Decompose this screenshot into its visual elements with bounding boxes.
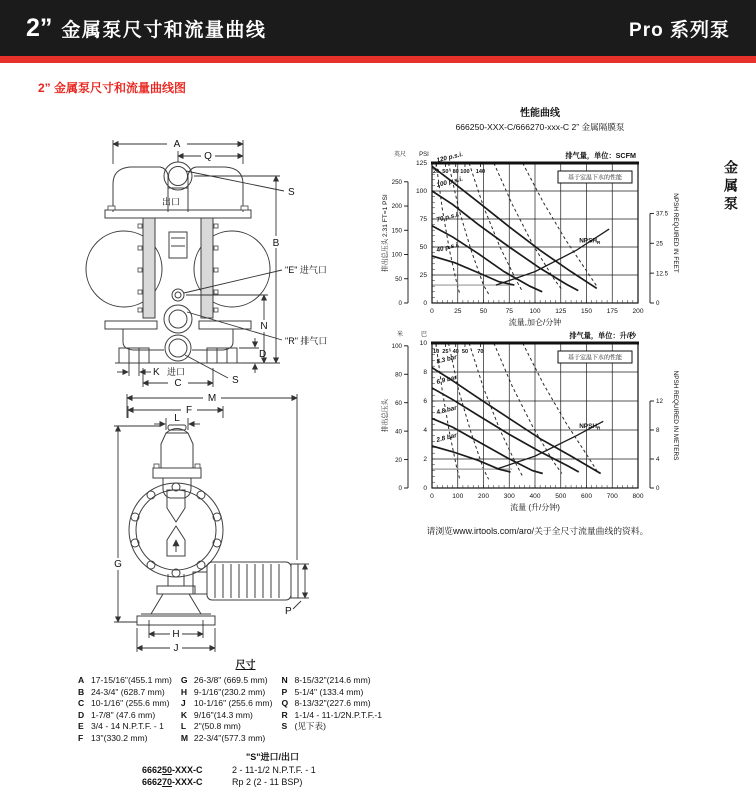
pump-front-art	[86, 162, 270, 363]
x-tick-label: 100	[529, 308, 541, 315]
y-unit-label: 巴	[420, 332, 428, 338]
dim-letter: M	[180, 732, 189, 743]
x-tick-label: 150	[580, 308, 593, 315]
exhaust-label: "R" 排气口	[285, 336, 328, 346]
x-axis-label: 流量 (升/分钟)	[510, 503, 560, 512]
dim-letter: P	[281, 686, 288, 697]
dim-value: 1-7/8" (47.6 mm)	[91, 709, 156, 720]
npsh-label: $NPSH_R$	[579, 237, 601, 245]
x-tick-label: 400	[529, 493, 541, 500]
air-valve-cap-icon	[168, 425, 186, 430]
dim-value: 26-3/8" (669.5 mm)	[193, 675, 268, 685]
air-inlet-label: "E" 进气口	[285, 265, 327, 275]
top-axis-label: 排气量，单位：升/秒	[569, 331, 636, 340]
x-tick-label: 200	[632, 308, 644, 315]
dim-letter: R	[281, 709, 288, 720]
x-tick-label: 0	[430, 493, 434, 500]
right-axis-caption: NPSH REQUIRED IN FEET	[672, 193, 679, 273]
dim-row	[181, 687, 273, 699]
chart-title: 性能曲线	[520, 108, 560, 119]
chart-footer-note: 请浏览www.irtools.com/aro/关于全尺寸流量曲线的资料。	[426, 526, 649, 536]
dim-l-label: L	[174, 413, 180, 424]
top-axis-label: 排气量，单位：SCFM	[565, 151, 636, 160]
outer-tick-label: 40	[395, 428, 402, 436]
outer-unit-label: 米	[396, 332, 404, 338]
series-label: 100 p.s.i.	[435, 175, 464, 189]
pump-side-art	[129, 425, 298, 625]
y-unit-label: PSI	[419, 152, 429, 158]
dim-row	[78, 687, 172, 699]
dim-letter: D	[78, 709, 85, 720]
dimension-table	[78, 675, 413, 745]
dim-row	[78, 675, 172, 687]
y-tick-label: 0	[423, 300, 427, 308]
section-subtitle: 2” 金属泵尺寸和流量曲线图	[38, 81, 187, 95]
outer-tick-label: 100	[391, 251, 402, 259]
header-bar	[0, 0, 756, 56]
dim-value: 10-1/16" (255.6 mm)	[91, 698, 170, 709]
y-tick-label: 50	[419, 244, 427, 252]
dim-value: 8-15/32"(214.6 mm)	[294, 675, 371, 685]
air-consumption-curve	[494, 343, 562, 474]
right-axis-caption: NPSH REQUIRED IN METERS	[672, 370, 679, 461]
dim-q-label: Q	[204, 151, 212, 162]
dimension-section	[78, 656, 413, 788]
air-inlet-port-icon	[172, 289, 184, 301]
dim-row	[281, 721, 382, 733]
dim-value: 2"(50.8 mm)	[193, 721, 241, 732]
dim-m-label: M	[207, 393, 217, 404]
port-row	[78, 764, 413, 776]
outer-tick-label: 150	[391, 227, 402, 235]
right-tick-label: 37.5	[656, 210, 669, 218]
dim-value: 9-1/16"(230.2 mm)	[193, 686, 266, 697]
dim-letter: G	[180, 675, 188, 685]
top-tick-label: 140	[475, 169, 486, 175]
dim-d-label: D	[259, 349, 267, 360]
x-tick-label: 700	[606, 493, 618, 500]
top-tick-label: 20	[433, 169, 440, 175]
outer-tick-label: 100	[391, 343, 402, 351]
x-tick-label: 300	[503, 493, 515, 500]
product-series-label: Pro 系列泵	[629, 19, 730, 41]
dim-row	[281, 698, 382, 710]
y-tick-label: 2	[423, 456, 427, 464]
outer-tick-label: 200	[391, 203, 402, 211]
x-tick-label: 600	[580, 493, 593, 500]
x-tick-label: 50	[479, 308, 488, 315]
dim-f-label: F	[185, 405, 193, 416]
port-table	[78, 764, 413, 788]
x-tick-label: 125	[555, 308, 567, 315]
dim-value: 3/4 - 14 N.P.T.F. - 1	[91, 721, 164, 732]
series-label: 4.8 bar	[435, 404, 458, 417]
inlet-label: 进口	[167, 367, 186, 377]
series-label: 70 p.s.i.	[435, 211, 461, 224]
y-tick-label: 100	[415, 188, 427, 196]
top-tick-label: 70	[477, 349, 484, 355]
pressure-curve	[432, 166, 597, 288]
dim-value: 13"(330.2 mm)	[91, 732, 148, 743]
y-tick-label: 75	[419, 216, 427, 224]
dim-a-label: A	[173, 139, 181, 150]
dim-row	[78, 698, 172, 710]
dim-letter: E	[78, 721, 84, 732]
dim-n-label: N	[260, 321, 268, 332]
right-tick-label: 12.5	[656, 270, 669, 278]
dim-s-bottom-label: S	[232, 375, 239, 386]
dim-column	[78, 675, 172, 745]
right-tick-label: 0	[656, 485, 660, 493]
page-title	[26, 14, 266, 43]
series-label: 6.9 bar	[435, 374, 458, 386]
dim-letter: C	[78, 698, 85, 709]
top-tick-label: 100	[460, 169, 470, 175]
y-tick-label: 25	[419, 272, 427, 280]
dim-letter: J	[180, 698, 186, 709]
dim-row	[281, 687, 382, 699]
side-dimensions	[114, 394, 309, 652]
dim-value: 8-13/32"(227.6 mm)	[294, 698, 371, 709]
note-text: 基于室温下水的性能	[567, 355, 623, 362]
port-row	[78, 776, 413, 788]
x-tick-label: 175	[606, 308, 618, 315]
series-label: 8.3 bar	[435, 353, 458, 366]
outer-tick-label: 60	[395, 399, 402, 407]
top-tick-label: 50	[442, 169, 449, 175]
dim-value: 1-1/4 - 11-1/2N.P.T.F.-1	[294, 709, 383, 720]
performance-chart-metric	[376, 317, 716, 524]
x-tick-label: 0	[430, 308, 434, 315]
dim-k-label: K	[153, 367, 160, 378]
x-tick-label: 800	[632, 493, 644, 500]
y-tick-label: 10	[419, 340, 427, 348]
port-thread-spec: Rp 2 (2 - 11 BSP)	[232, 776, 303, 787]
outer-tick-label: 80	[395, 371, 402, 379]
dim-row	[281, 710, 382, 722]
outer-tick-label: 0	[398, 485, 402, 493]
chart-grid	[432, 343, 638, 488]
outer-tick-label: 50	[395, 275, 402, 283]
outer-unit-label: 英尺	[393, 152, 407, 158]
dim-c-label: C	[174, 378, 182, 389]
port-model-number: 666270-XXX-C	[142, 776, 203, 787]
outer-tick-label: 250	[391, 178, 402, 186]
top-tick-label: 25	[442, 349, 449, 355]
y-tick-label: 0	[423, 485, 427, 493]
outer-tick-label: 20	[395, 456, 402, 464]
dim-value: 24-3/4" (628.7 mm)	[91, 686, 165, 697]
outer-tick-label: 0	[398, 300, 402, 308]
port-table-heading: "S"进口/出口	[246, 751, 300, 762]
dim-row	[181, 710, 273, 722]
dim-row	[78, 733, 172, 745]
chart-subtitle: 666250-XXX-C/666270-xxx-C 2” 金属隔膜泵	[455, 122, 625, 132]
dim-row	[181, 733, 273, 745]
dim-letter: H	[180, 686, 188, 697]
dim-row	[78, 721, 172, 733]
dim-letter: S	[281, 721, 288, 732]
dim-value: 9/16"(14.3 mm)	[193, 709, 253, 720]
x-tick-label: 25	[454, 308, 462, 315]
right-tick-label: 12	[656, 398, 663, 406]
dim-letter: Q	[281, 698, 289, 709]
dim-j-label: J	[173, 643, 179, 654]
y-tick-label: 4	[423, 427, 427, 435]
right-tick-label: 4	[656, 456, 660, 464]
side-view-drawing	[35, 388, 365, 660]
port-model-number: 666250-XXX-C	[142, 764, 203, 775]
dim-letter: N	[281, 675, 288, 685]
dim-row	[181, 721, 273, 733]
x-axis-label: 流量,加仑/分钟	[508, 318, 562, 327]
x-tick-label: 75	[505, 308, 513, 315]
front-view-drawing	[35, 124, 365, 392]
right-tick-label: 0	[656, 300, 660, 308]
dim-p-label: P	[285, 606, 292, 617]
port-thread-spec: 2 - 11-1/2 N.P.T.F. - 1	[232, 764, 316, 775]
series-label: 120 p.s.i.	[435, 150, 464, 165]
dim-row	[281, 675, 382, 687]
right-tick-label: 8	[656, 427, 660, 435]
red-rule	[0, 56, 756, 63]
dim-g-label: G	[114, 559, 122, 570]
dim-b-label: B	[272, 238, 280, 249]
port-section	[78, 750, 413, 788]
dim-letter: K	[180, 709, 188, 720]
dim-row	[181, 675, 273, 687]
series-label: 40 p.s.i.	[435, 241, 461, 254]
dimension-table-heading: 尺寸	[235, 660, 256, 671]
page-title-text: 金属泵尺寸和流量曲线	[61, 19, 267, 41]
dim-value: 10-1/16" (255.6 mm)	[193, 698, 273, 709]
dim-value: (见下表)	[294, 721, 326, 732]
top-tick-label: 50	[461, 349, 469, 355]
performance-chart-imperial	[376, 137, 716, 339]
charts-panel	[370, 100, 730, 570]
dim-row	[78, 710, 172, 722]
note-text: 基于室温下水的性能	[567, 175, 623, 182]
x-tick-label: 200	[477, 493, 490, 500]
y-tick-label: 8	[423, 369, 427, 377]
right-tick-label: 25	[656, 240, 663, 248]
dim-column	[281, 675, 382, 745]
dim-value: 17-15/16"(455.1 mm)	[91, 675, 172, 685]
dim-letter: F	[78, 732, 84, 743]
dim-value: 5-1/4" (133.4 mm)	[294, 686, 364, 697]
dim-h-label: H	[172, 629, 180, 640]
top-tick-label: 10	[433, 349, 440, 355]
dim-value: 22-3/4"(577.3 mm)	[193, 732, 266, 743]
npsh-label: $NPSH_R$	[579, 422, 601, 431]
left-axis-caption: 排出总压头	[382, 399, 389, 432]
dim-letter: L	[180, 721, 187, 732]
dim-row	[181, 698, 273, 710]
x-tick-label: 100	[452, 493, 464, 500]
y-tick-label: 6	[423, 398, 427, 406]
dim-letter: A	[78, 675, 85, 685]
exhaust-port-icon	[164, 305, 192, 333]
side-tab-label: 金属泵	[723, 160, 739, 214]
left-axis-caption: 排出总压头 2.31 FT=1 PSI	[382, 194, 389, 272]
dim-s-top-label: S	[288, 187, 295, 198]
pressure-curve	[432, 191, 578, 291]
series-label: 2.8 bar	[435, 432, 458, 444]
outlet-label: 出口	[162, 197, 181, 207]
chart-grid	[432, 163, 638, 303]
dim-letter: B	[78, 686, 85, 697]
top-tick-label: 80	[452, 169, 459, 175]
x-tick-label: 500	[555, 493, 567, 500]
dim-column	[181, 675, 273, 745]
y-tick-label: 125	[415, 160, 427, 168]
muffler-icon	[207, 562, 291, 600]
pressure-curve	[432, 368, 601, 474]
top-tick-label: 40	[452, 349, 459, 355]
page-title-size: 2”	[26, 13, 53, 42]
